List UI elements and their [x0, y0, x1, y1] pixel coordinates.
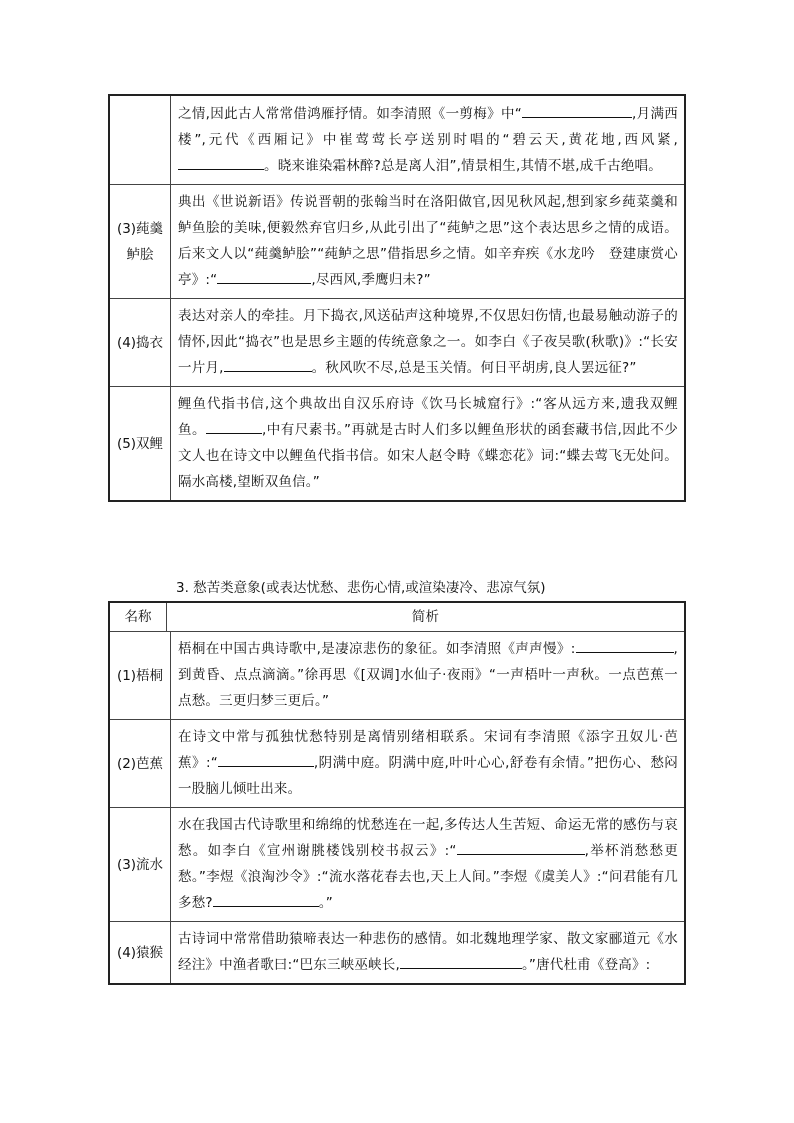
table-row [110, 298, 684, 386]
desc-text: 。晓来谁染霜林醉?总是离人泪”,情景相生,其情不堪,成千古绝唱。 [264, 158, 662, 174]
desc-text: ,到黄昏、点点滴滴。”徐再思《[双调]水仙子·夜雨》“一声梧叶一声秋。一点芭蕉一点愁。三更归梦三更后。” [178, 641, 678, 709]
fill-blank[interactable] [457, 840, 585, 855]
fill-blank[interactable] [217, 269, 311, 284]
desc-text: 在诗文中常与孤独忧愁特别是离情别绪相联系。宋词有李清照《添字丑奴儿·芭蕉》:“ [178, 729, 678, 771]
table-row [110, 631, 684, 719]
row-desc [171, 720, 684, 807]
table-row [110, 386, 684, 500]
row-name: (4)捣衣 [110, 299, 171, 386]
desc-text: 。秋风吹不尽,总是玉关情。何日平胡虏,良人罢远征?” [311, 360, 637, 376]
fill-blank[interactable] [576, 638, 674, 653]
row-name: (4)猿猴 [110, 922, 171, 983]
row-desc [171, 387, 684, 500]
row-desc [171, 808, 684, 921]
desc-text: 典出《世说新语》传说晋朝的张翰当时在洛阳做官,因见秋风起,想到家乡莼菜羹和鲈鱼脍的美味,便毅然弃官归乡,从此引出了“莼鲈之思”这个表达思乡之情的成语。后来文人以“莼羹鲈脍”“莼鲈之思”借指思乡之情。如辛弃疾《水龙吟 登建康赏心亭》:“ [178, 194, 678, 288]
header-desc: 简析 [411, 609, 440, 625]
desc-text: 鲤鱼代指书信,这个典故出自汉乐府诗《饮马长城窟行》:“客从远方来,遗我双鲤鱼。 [178, 396, 678, 438]
desc-text: 梧桐在中国古典诗歌中,是凄凉悲伤的象征。如李清照《声声慢》: [178, 641, 576, 657]
fill-blank[interactable] [522, 103, 632, 118]
table-header-row [110, 603, 684, 631]
desc-text: ,月满西楼”,元代《西厢记》中崔莺莺长亭送别时唱的“碧云天,黄花地,西风紧, [178, 106, 679, 148]
row-desc [171, 185, 684, 298]
fill-blank[interactable] [224, 357, 312, 372]
section-heading: 3. 愁苦类意象(或表达忧愁、悲伤心情,或渲染凄冷、悲凉气氛) [176, 580, 546, 596]
desc-text: 古诗词中常常借助猿啼表达一种悲伤的感情。如北魏地理学家、散文家郦道元《水经注》中渔者歌曰:“巴东三峡巫峡长, [178, 931, 678, 973]
desc-text: 。”唐代杜甫《登高》: [521, 957, 651, 973]
row-name: (5)双鲤 [110, 387, 171, 500]
desc-text: 表达对亲人的牵挂。月下捣衣,风送砧声这种境界,不仅思妇伤情,也最易触动游子的情怀,因此“捣衣”也是思乡主题的传统意象之一。如李白《子夜吴歌(秋歌)》:“长安一片月, [178, 308, 678, 376]
fill-blank[interactable] [213, 892, 319, 907]
table-2 [108, 601, 686, 985]
row-name: (3)莼羹鲈脍 [110, 185, 171, 298]
table-row [110, 807, 684, 921]
fill-blank[interactable] [206, 419, 262, 434]
fill-blank[interactable] [218, 752, 314, 767]
desc-text: 之情,因此古人常常借鸿雁抒情。如李清照《一剪梅》中“ [178, 106, 522, 122]
row-name [110, 96, 171, 184]
table-1 [108, 94, 686, 502]
desc-text: ,举杯消愁愁更愁。”李煜《浪淘沙令》:“流水落花春去也,天上人间。”李煜《虞美人》:“问君能有几多愁? [178, 843, 678, 911]
fill-blank[interactable] [178, 155, 264, 170]
table-row [110, 96, 684, 184]
row-name: (2)芭蕉 [110, 720, 171, 807]
table-row [110, 921, 684, 983]
desc-text: ,中有尺素书。”再就是古时人们多以鲤鱼形状的函套藏书信,因此不少文人也在诗文中以鲤鱼代指书信。如宋人赵令畤《蝶恋花》词:“蝶去莺飞无处问。隔水高楼,望断双鱼信。” [178, 422, 678, 490]
row-name: (1)梧桐 [110, 632, 171, 719]
desc-text: 。” [318, 895, 333, 911]
row-desc [171, 632, 684, 719]
row-desc [171, 922, 684, 983]
table-row [110, 184, 684, 298]
table-row [110, 719, 684, 807]
desc-text: ,阴满中庭。阴满中庭,叶叶心心,舒卷有余情。”把伤心、愁闷一股脑儿倾吐出来。 [178, 755, 679, 797]
row-desc [171, 299, 684, 386]
desc-text: 水在我国古代诗歌里和绵绵的忧愁连在一起,多传达人生苦短、命运无常的感伤与哀愁。如李白《宣州谢朓楼饯别校书叔云》:“ [178, 817, 678, 859]
row-name: (3)流水 [110, 808, 171, 921]
row-desc [171, 96, 684, 184]
header-name: 名称 [110, 603, 167, 631]
desc-text: ,尽西风,季鹰归未?” [311, 272, 431, 288]
fill-blank[interactable] [400, 954, 522, 969]
